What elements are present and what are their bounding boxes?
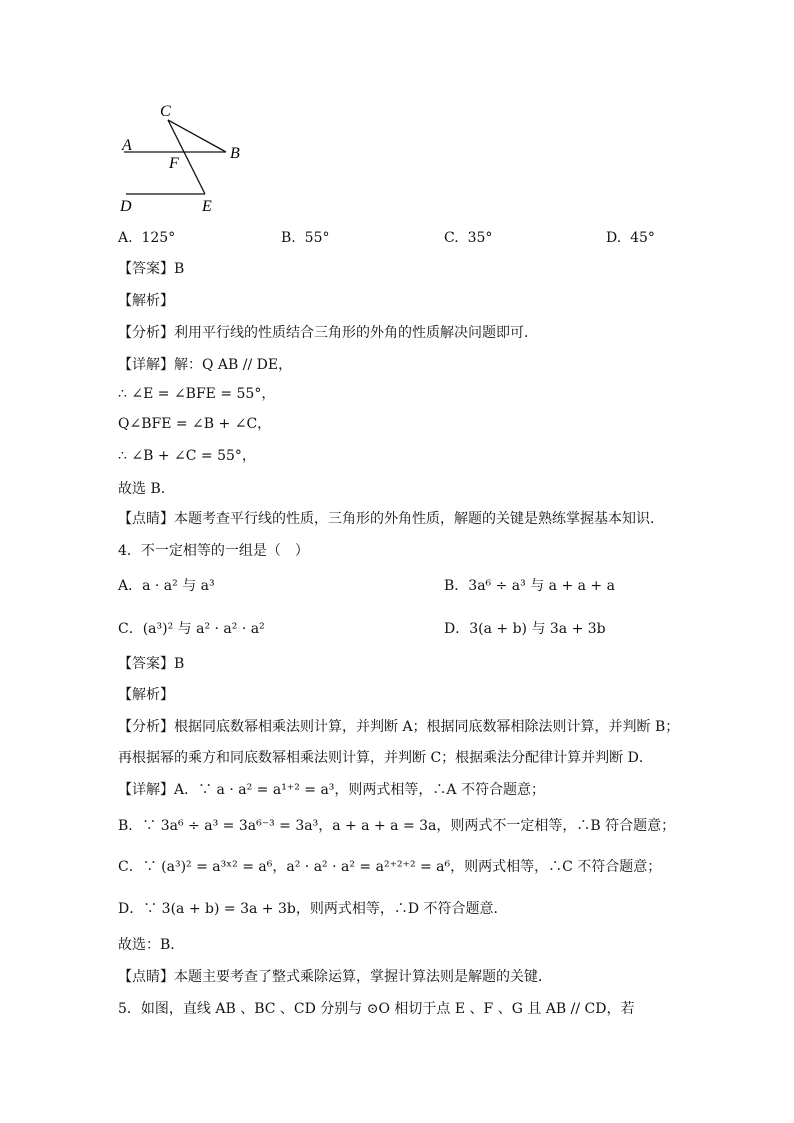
geometry-figure xyxy=(114,100,264,220)
q3-xiangjie: 【详解】解：Q AB // DE， xyxy=(118,357,293,373)
label-e: E xyxy=(202,198,212,215)
q4-analysis-heading: 【解析】 xyxy=(118,687,174,703)
q4-line-c: C．∵ (a³)² = a³ˣ² = a⁶，a² · a² · a² = a²⁺²⁺² = a⁶，则两式相等，∴C 不符合题意； xyxy=(118,859,662,875)
option-key: C. xyxy=(444,230,459,246)
q3-option-b xyxy=(281,229,329,247)
q5-stem: 5．如图，直线 AB 、BC 、CD 分别与 ⊙O 相切于点 E 、F 、G 且 AB // CD，若 xyxy=(118,1001,635,1017)
q4-stem: 4．不一定相等的一组是（ ） xyxy=(118,543,309,559)
q4-fenxi-line2: 再根据幂的乘方和同底数幂相乘法则计算，并判断 C；根据乘法分配律计算并判断 D． xyxy=(118,750,653,766)
option-key: B. xyxy=(281,230,296,246)
q3-option-a xyxy=(118,229,175,247)
option-key: A. xyxy=(118,230,133,246)
option-value: 125° xyxy=(141,230,176,246)
option-value: 55° xyxy=(304,230,330,246)
q3-step3: ∴ ∠B + ∠C = 55°， xyxy=(118,448,256,464)
q4-fenxi-line1: 【分析】根据同底数幂相乘法则计算，并判断 A；根据同底数幂相除法则计算，并判断 B； xyxy=(118,719,680,735)
q3-option-d xyxy=(606,229,655,247)
q3-dianjing: 【点睛】本题考查平行线的性质，三角形的外角性质，解题的关键是熟练掌握基本知识． xyxy=(118,511,664,527)
option-key: D. xyxy=(606,230,622,246)
label-c: C xyxy=(160,103,171,120)
q3-option-c xyxy=(444,229,492,247)
label-a: A xyxy=(122,137,132,154)
q4-option-a: A．a · a² 与 a³ xyxy=(118,578,215,594)
option-value: 45° xyxy=(630,230,655,246)
q4-line-b: B．∵ 3a⁶ ÷ a³ = 3a⁶⁻³ = 3a³，a + a + a = 3a，则两式不一定相等，∴B 符合题意； xyxy=(118,818,676,834)
q4-dianjing: 【点睛】本题主要考查了整式乘除运算，掌握计算法则是解题的关键． xyxy=(118,969,552,985)
q3-step1: ∴ ∠E = ∠BFE = 55°， xyxy=(118,386,276,402)
q4-line-d: D．∵ 3(a + b) = 3a + 3b，则两式相等，∴D 不符合题意． xyxy=(118,901,508,917)
option-value: 35° xyxy=(467,230,493,246)
q3-step2: Q∠BFE = ∠B + ∠C， xyxy=(118,416,272,432)
q4-option-b: B．3a⁶ ÷ a³ 与 a + a + a xyxy=(444,578,615,594)
label-d: D xyxy=(120,198,132,215)
q4-xiangjie-a: 【详解】A．∵ a · a² = a¹⁺² = a³，则两式相等，∴A 不符合题意； xyxy=(118,782,545,798)
q4-conclusion: 故选：B． xyxy=(118,937,185,953)
label-f: F xyxy=(169,155,179,172)
q4-answer: 【答案】B xyxy=(118,656,185,672)
q3-fenxi: 【分析】利用平行线的性质结合三角形的外角的性质解决问题即可． xyxy=(118,325,538,341)
q3-analysis-heading: 【解析】 xyxy=(118,293,174,309)
q3-answer: 【答案】B xyxy=(118,261,185,277)
q4-option-c: C．(a³)² 与 a² · a² · a² xyxy=(118,621,265,637)
q3-conclusion: 故选 B． xyxy=(118,481,175,497)
label-b: B xyxy=(230,145,240,162)
q4-option-d: D．3(a + b) 与 3a + 3b xyxy=(444,621,606,637)
